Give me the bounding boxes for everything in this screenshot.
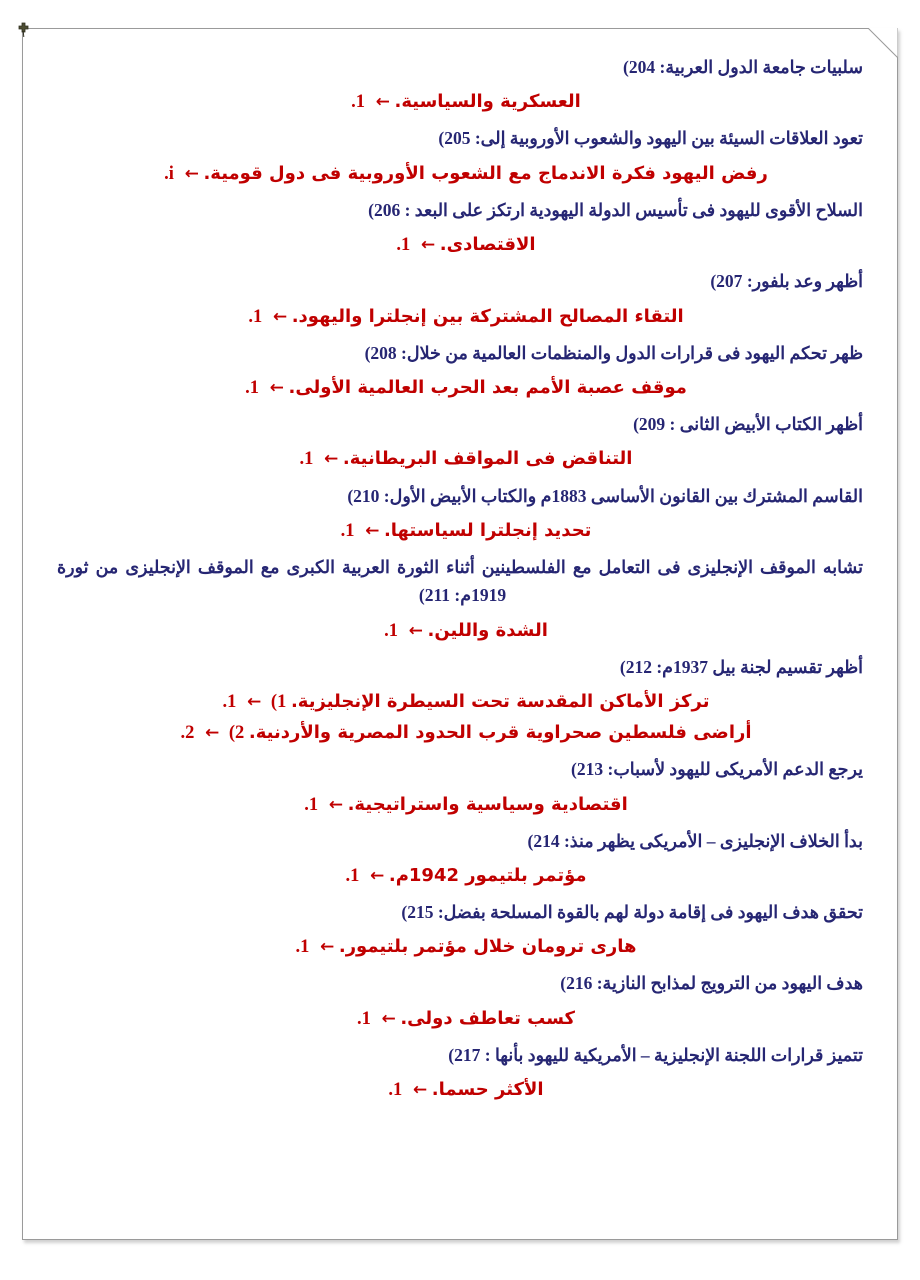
question-text: القاسم المشترك بين القانون الأساسى 1883م والكتاب الأبيض الأول:: [383, 485, 863, 506]
question-text: تشابه الموقف الإنجليزى فى التعامل مع الفلسطينين أثناء الثورة العربية الكبرى مع الموقف الإنجليزى من ثورة 1919م:: [57, 556, 863, 606]
answer-item: [57, 87, 863, 118]
left-arrow-icon: ←: [369, 865, 385, 886]
question-number: (213: [571, 759, 604, 780]
answer-item: [57, 790, 863, 821]
answer-list: [57, 1004, 863, 1035]
answer-text: هارى ترومان خلال مؤتمر بلتيمور.: [338, 936, 637, 958]
answer-list: [57, 932, 863, 963]
left-arrow-icon: ←: [204, 723, 220, 744]
question-number: (212: [619, 656, 652, 677]
answer-text: التناقض فى المواقف البريطانية.: [342, 448, 633, 470]
answer-marker: .1: [356, 1008, 371, 1029]
question-text: تحقق هدف اليهود فى إقامة دولة لهم بالقوة المسلحة بفضل:: [437, 902, 863, 923]
answer-item: [57, 159, 863, 190]
left-arrow-icon: ←: [324, 449, 339, 470]
question-number: (215: [401, 902, 434, 923]
question-line: [57, 482, 863, 510]
answer-item: [57, 516, 863, 547]
answer-list: [57, 790, 863, 821]
question-line: [57, 267, 863, 295]
left-arrow-icon: ←: [319, 937, 335, 958]
answer-list: [57, 87, 863, 118]
answer-text: الشدة واللين.: [427, 619, 548, 641]
left-arrow-icon: ←: [412, 1080, 428, 1101]
left-arrow-icon: ←: [184, 163, 199, 184]
question-text: السلاح الأقوى لليهود فى تأسيس الدولة اليهودية ارتكز على البعد :: [404, 199, 863, 220]
answer-text: التقاء المصالح المشتركة بين إنجلترا واليهود.: [291, 305, 684, 327]
question-number: (216: [560, 973, 593, 994]
answer-marker: .1: [299, 449, 314, 470]
answer-item: [57, 1004, 863, 1035]
question-line: [57, 124, 863, 152]
qa-block: [57, 339, 863, 404]
answer-item: [57, 230, 863, 261]
answer-marker: .1: [384, 620, 398, 641]
qa-block: [57, 969, 863, 1034]
pin-marker-icon: [16, 22, 31, 38]
answer-prefix: (2: [228, 723, 245, 744]
question-text: هدف اليهود من الترويج لمذابح النازية:: [596, 973, 863, 994]
question-number: (214: [527, 830, 560, 851]
answer-marker: .2: [180, 723, 195, 744]
question-text: سلبيات جامعة الدول العربية:: [659, 57, 863, 77]
question-text: بدأ الخلاف الإنجليزى – الأمريكى يظهر منذ:: [563, 830, 863, 851]
answer-text: الأكثر حسما.: [431, 1079, 544, 1101]
left-arrow-icon: ←: [272, 306, 288, 327]
answer-text: مؤتمر بلتيمور 1942م.: [388, 864, 587, 886]
answer-item: [57, 616, 863, 647]
question-line: [57, 553, 863, 610]
qa-block: [57, 1041, 863, 1106]
answer-marker: .1: [388, 1080, 403, 1101]
answer-list: [57, 373, 863, 404]
answer-item: [57, 861, 863, 892]
question-text: تتميز قرارات اللجنة الإنجليزية – الأمريكية لليهود بأنها :: [484, 1044, 863, 1065]
document-content: [57, 53, 863, 1106]
answer-text: أراضى فلسطين صحراوية قرب الحدود المصرية والأردنية.: [248, 722, 752, 744]
answer-text: الاقتصادى.: [439, 234, 536, 256]
answer-text: موقف عصبة الأمم بعد الحرب العالمية الأولى.: [288, 377, 687, 399]
answer-marker: .1: [351, 92, 365, 113]
answer-text: العسكرية والسياسية.: [394, 91, 581, 113]
answer-list: [57, 861, 863, 892]
answer-item: [57, 718, 863, 749]
answer-list: [57, 687, 863, 749]
document-sheet: [22, 28, 898, 1240]
question-number: (209: [633, 414, 666, 435]
answer-list: [57, 616, 863, 647]
answer-list: [57, 516, 863, 547]
answer-list: [57, 444, 863, 475]
qa-block: [57, 755, 863, 820]
answer-list: [57, 230, 863, 261]
answer-text: اقتصادية وسياسية واستراتيجية.: [347, 793, 628, 815]
qa-block: [57, 196, 863, 261]
question-line: [57, 410, 863, 438]
qa-block: [57, 827, 863, 892]
question-number: (210: [347, 485, 380, 506]
left-arrow-icon: ←: [408, 620, 423, 641]
answer-marker: .1: [295, 937, 310, 958]
question-number: (211: [418, 585, 451, 606]
question-number: (208: [364, 342, 397, 363]
answer-marker: .1: [222, 692, 237, 713]
qa-block: [57, 124, 863, 189]
question-line: [57, 898, 863, 926]
qa-block: [57, 553, 863, 647]
question-text: ظهر تحكم اليهود فى قرارات الدول والمنظمات العالمية من خلال:: [401, 342, 863, 363]
question-line: [57, 827, 863, 855]
qa-block: [57, 53, 863, 118]
qa-block: [57, 410, 863, 475]
qa-block: [57, 482, 863, 547]
question-line: [57, 755, 863, 783]
question-number: (207: [710, 271, 743, 292]
left-arrow-icon: ←: [375, 92, 390, 113]
question-line: [57, 196, 863, 224]
answer-text: كسب تعاطف دولى.: [400, 1007, 576, 1029]
answer-prefix: (1: [270, 692, 287, 713]
left-arrow-icon: ←: [247, 692, 262, 713]
qa-block: [57, 653, 863, 750]
answer-text: رفض اليهود فكرة الاندماج مع الشعوب الأوروبية فى دول قومية.: [203, 162, 768, 184]
answer-marker: .1: [396, 235, 411, 256]
question-text: يرجع الدعم الأمريكى لليهود لأسباب:: [607, 759, 863, 780]
question-line: [57, 653, 863, 681]
left-arrow-icon: ←: [381, 1008, 396, 1029]
answer-marker: .1: [245, 378, 259, 399]
question-text: أظهر وعد بلفور:: [746, 271, 863, 292]
qa-block: [57, 267, 863, 332]
question-line: [57, 339, 863, 367]
left-arrow-icon: ←: [269, 378, 284, 399]
question-text: أظهر تقسيم لجنة بيل 1937م:: [656, 656, 863, 677]
answer-list: [57, 1075, 863, 1106]
answer-text: تحديد إنجلترا لسياستها.: [383, 519, 592, 541]
left-arrow-icon: ←: [420, 235, 436, 256]
question-line: [57, 1041, 863, 1069]
answer-item: [57, 302, 863, 333]
question-text: تعود العلاقات السيئة بين اليهود والشعوب الأوروبية إلى:: [474, 128, 863, 149]
answer-marker: .1: [248, 306, 263, 327]
answer-item: [57, 444, 863, 475]
left-arrow-icon: ←: [365, 520, 380, 541]
question-number: (206: [368, 199, 401, 220]
answer-marker: .1: [340, 520, 355, 541]
answer-item: [57, 1075, 863, 1106]
answer-item: [57, 373, 863, 404]
question-number: (205: [438, 128, 471, 149]
answer-list: [57, 159, 863, 190]
question-line: [57, 53, 863, 81]
answer-list: [57, 302, 863, 333]
left-arrow-icon: ←: [328, 794, 343, 815]
question-line: [57, 969, 863, 997]
answer-text: تركز الأماكن المقدسة تحت السيطرة الإنجليزية.: [290, 691, 710, 713]
answer-marker: .1: [345, 865, 360, 886]
answer-marker: .i: [164, 163, 174, 184]
answer-item: [57, 687, 863, 718]
question-text: أظهر الكتاب الأبيض الثانى :: [669, 414, 863, 435]
question-number: (217: [448, 1044, 481, 1065]
page-fold-icon: [868, 28, 898, 58]
answer-item: [57, 932, 863, 963]
qa-block: [57, 898, 863, 963]
answer-marker: .1: [304, 794, 319, 815]
question-number: (204: [623, 57, 656, 77]
